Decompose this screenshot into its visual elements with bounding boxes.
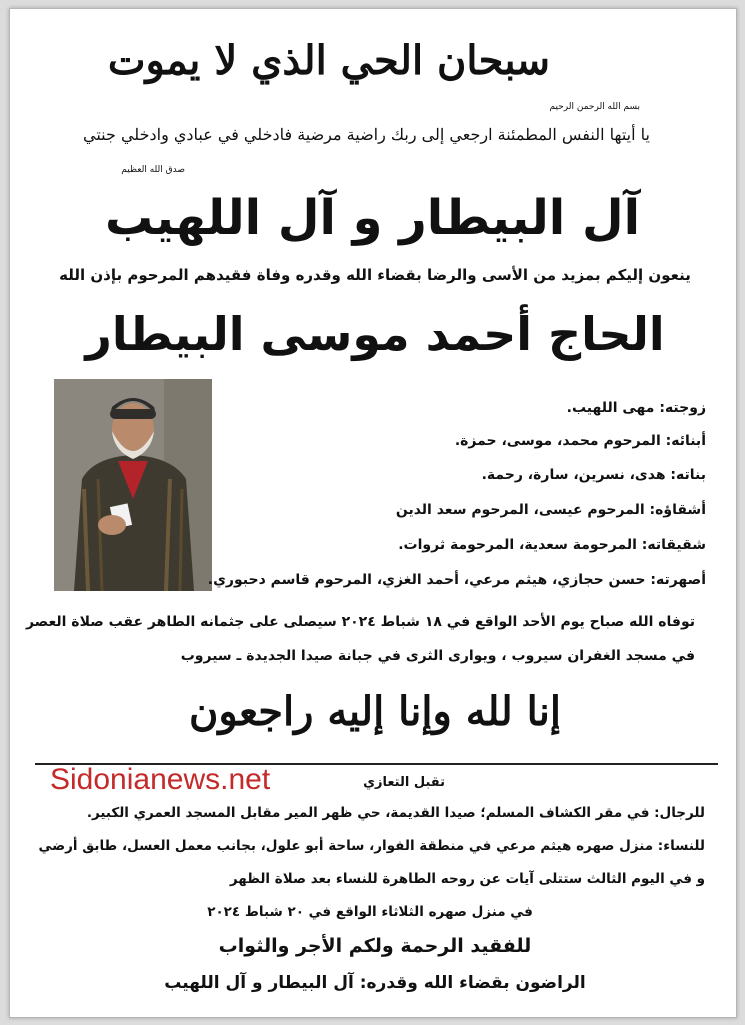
quran-verse: يا أيتها النفس المطمئنة ارجعي إلى ربك راضية مرضية فادخلي في عبادي وادخلي جنتي: [83, 125, 650, 144]
relative-sisters: شقيقاته: المرحومة سعدية، المرحومة ثروات.: [398, 537, 706, 553]
condolences-heading: تقبل التعازي: [363, 775, 445, 790]
site-watermark: Sidonianews.net: [50, 763, 271, 796]
verse-end: صدق الله العظيم: [121, 165, 185, 175]
portrait-figure: [54, 379, 212, 591]
deceased-photo: [54, 379, 212, 591]
relative-in-laws: أصهرته: حسن حجازي، هيثم مرعي، أحمد الغزي، المرحوم قاسم دحبوري.: [207, 572, 706, 588]
condolences-women: للنساء: منزل صهره هيثم مرعي في منطقة الفوار، ساحة أبو علول، بجانب معمل العسل، طابق أرضي: [38, 838, 705, 854]
calligraphy-title: سبحان الحي الذي لا يموت: [107, 37, 550, 84]
calligraphy-footer: إنا لله وإنا إليه راجعون: [188, 688, 562, 735]
closing-signature: الراضون بقضاء الله وقدره: آل البيطار و آل اللهيب: [164, 973, 586, 993]
closing-prayer: للفقيد الرحمة ولكم الأجر والثواب: [218, 935, 532, 957]
announcement-line: ينعون إليكم بمزيد من الأسى والرضا بقضاء الله وقدره وفاة فقيدهم المرحوم بإذن الله: [59, 266, 691, 284]
deceased-name: الحاج أحمد موسى البيطار: [85, 307, 665, 361]
relative-daughters: بناته: هدى، نسرين، سارة، رحمة.: [481, 467, 706, 483]
death-notice-line-2: في مسجد الغفران سيروب ، ويوارى الثرى في جبانة صيدا الجديدة ـ سيروب: [180, 648, 695, 664]
condolences-third-day: و في اليوم الثالث ستتلى آيات عن روحه الطاهرة للنساء بعد صلاة الظهر: [229, 871, 705, 887]
relative-brothers: أشقاؤه: المرحوم عيسى، المرحوم سعد الدين: [395, 502, 706, 518]
families-heading: آل البيطار و آل اللهيب: [104, 190, 641, 246]
relative-sons: أبنائه: المرحوم محمد، موسى، حمزة.: [454, 433, 706, 449]
condolences-date: في منزل صهره الثلاثاء الواقع في ٢٠ شباط ٢٠٢٤: [207, 904, 533, 920]
death-notice-line-1: توفاه الله صباح يوم الأحد الواقع في ١٨ شباط ٢٠٢٤ سيصلى على جثمانه الطاهر عقب صلاة العصر: [25, 614, 695, 630]
condolences-men: للرجال: في مقر الكشاف المسلم؛ صيدا القديمة، حي ظهر المير مقابل المسجد العمري الكبير.: [86, 805, 705, 821]
basmala: بسم الله الرحمن الرحيم: [549, 102, 640, 112]
relative-wife: زوجته: مهى اللهيب.: [566, 400, 706, 416]
